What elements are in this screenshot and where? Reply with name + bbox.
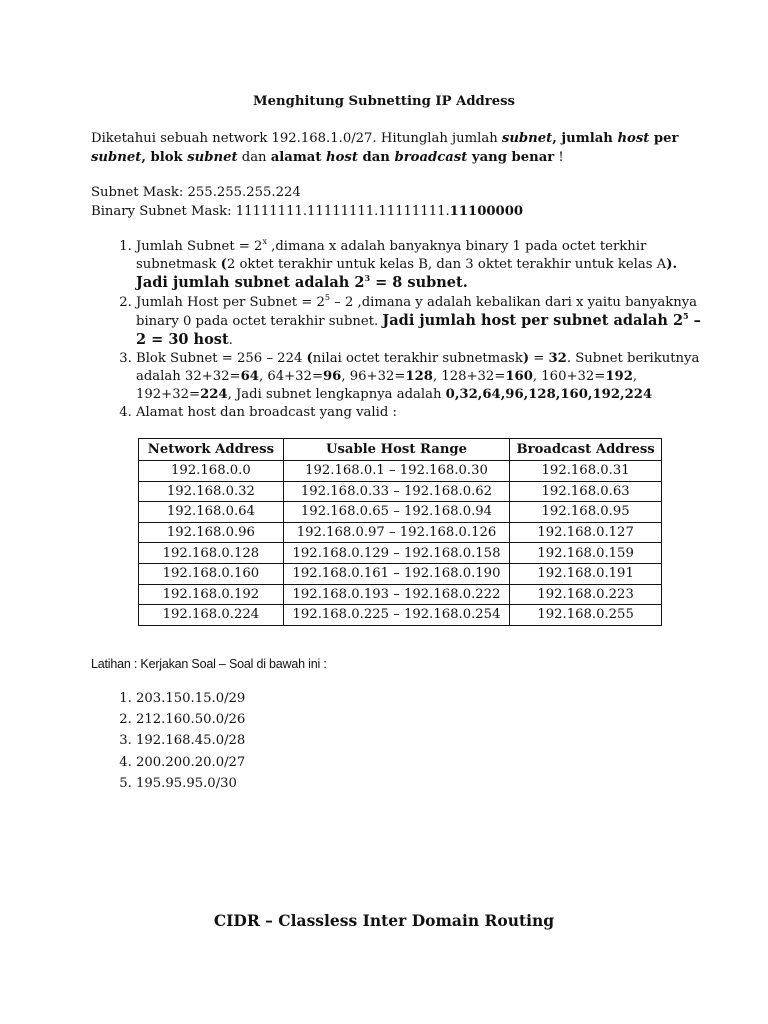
intro-text: subnet <box>501 131 553 146</box>
network-cell: 192.168.0.32 <box>139 481 284 502</box>
network-cell: 192.168.0.128 <box>139 543 284 564</box>
intro-text: broadcast <box>394 150 468 165</box>
network-cell: 192.168.0.64 <box>139 502 284 523</box>
step-text: . Subnet berikutnya adalah 32+32= <box>136 351 700 384</box>
network-cell: 192.168.0.96 <box>139 522 284 543</box>
broadcast-cell: 192.168.0.159 <box>510 543 662 564</box>
step-text: , 192+32= <box>136 369 638 402</box>
step-jumlah-host <box>136 294 716 350</box>
table-row <box>139 461 662 482</box>
exercise-item: 1. 203.150.15.0/29 <box>136 688 245 709</box>
intro-text: yang benar <box>467 150 555 165</box>
host-range-cell: 192.168.0.97 – 192.168.0.126 <box>283 522 509 543</box>
subnet-mask-block <box>91 183 691 221</box>
step-text: . <box>228 333 233 348</box>
intro-text: Diketahui sebuah network 192.168.1.0/27. Hitunglah jumlah <box>91 131 502 146</box>
step-text: , 128+32= <box>432 369 506 384</box>
step-text: – 2 = 30 host <box>136 312 701 348</box>
step-text: Jumlah Host per Subnet = 2 <box>136 295 325 310</box>
broadcast-cell: 192.168.0.223 <box>510 584 662 605</box>
network-cell: 192.168.0.0 <box>139 461 284 482</box>
step-text: 2 oktet terakhir untuk kelas B, dan 3 oktet terakhir untuk kelas A <box>226 257 667 272</box>
header-usable-host-range: Usable Host Range <box>283 439 509 461</box>
table-row <box>139 543 662 564</box>
step-text: 192 <box>605 369 633 384</box>
step-text: ). <box>666 257 678 272</box>
host-range-cell: 192.168.0.161 – 192.168.0.190 <box>283 563 509 584</box>
intro-text: dan <box>357 150 395 165</box>
steps-list <box>91 238 716 422</box>
step-text: 64 <box>240 369 259 384</box>
network-cell: 192.168.0.224 <box>139 605 284 626</box>
table-header-row <box>139 439 662 461</box>
binary-mask-prefix: Binary Subnet Mask: 11111111.11111111.11111111. <box>91 204 450 219</box>
subnet-address-table <box>138 438 662 626</box>
superscript: 3 <box>364 273 371 283</box>
step-text: 32 <box>548 351 567 366</box>
table-row <box>139 481 662 502</box>
host-range-cell: 192.168.0.193 – 192.168.0.222 <box>283 584 509 605</box>
step-text: nilai octet terakhir subnetmask <box>312 351 523 366</box>
host-range-cell: 192.168.0.65 – 192.168.0.94 <box>283 502 509 523</box>
step-text: Jadi jumlah host per subnet adalah 2 <box>382 312 684 329</box>
step-text: Jadi jumlah subnet adalah 2 <box>136 274 365 291</box>
step-text: , 160+32= <box>532 369 606 384</box>
table-row <box>139 605 662 626</box>
step-alamat-host: 4. Alamat host dan broadcast yang valid : <box>136 404 716 422</box>
table-row <box>139 502 662 523</box>
step-text: 160 <box>505 369 533 384</box>
binary-mask-last-octet: 11100000 <box>449 204 524 219</box>
page-title: Menghitung Subnetting IP Address <box>253 94 515 109</box>
step-text: 224 <box>200 387 228 402</box>
host-range-cell: 192.168.0.225 – 192.168.0.254 <box>283 605 509 626</box>
table-row <box>139 563 662 584</box>
step-blok-subnet <box>136 350 716 404</box>
exercise-item: 4. 200.200.20.0/27 <box>136 752 245 773</box>
intro-text: subnet <box>187 150 238 165</box>
table-row <box>139 584 662 605</box>
intro-text: , jumlah <box>552 131 618 146</box>
step-jumlah-subnet <box>136 238 716 293</box>
cidr-heading: CIDR – Classless Inter Domain Routing <box>213 911 555 930</box>
step-text: 96 <box>323 369 342 384</box>
step-text: 128 <box>405 369 433 384</box>
broadcast-cell: 192.168.0.63 <box>510 481 662 502</box>
network-cell: 192.168.0.160 <box>139 563 284 584</box>
broadcast-cell: 192.168.0.191 <box>510 563 662 584</box>
exercise-list <box>91 688 245 794</box>
superscript: 5 <box>324 293 330 302</box>
intro-text: host <box>326 150 358 165</box>
exercise-item: 3. 192.168.45.0/28 <box>136 730 245 751</box>
latihan-heading: Latihan : Kerjakan Soal – Soal di bawah ini : <box>91 657 327 671</box>
step-text: ( <box>220 257 227 272</box>
exercise-item: 2. 212.160.50.0/26 <box>136 709 245 730</box>
step-text: – 2 ,dimana y adalah kebalikan dari x yaitu banyaknya binary 0 pada octet terakhir subnet. <box>136 295 698 329</box>
step-text: , Jadi subnet lengkapnya adalah <box>227 387 446 402</box>
intro-paragraph <box>91 129 691 167</box>
broadcast-cell: 192.168.0.95 <box>510 502 662 523</box>
table-row <box>139 522 662 543</box>
step-text: ) <box>522 351 530 366</box>
step-text: , 64+32= <box>258 369 323 384</box>
superscript: x <box>262 237 267 246</box>
host-range-cell: 192.168.0.33 – 192.168.0.62 <box>283 481 509 502</box>
step-text: = 8 subnet. <box>370 274 468 291</box>
host-range-cell: 192.168.0.1 – 192.168.0.30 <box>283 461 509 482</box>
step-text: = <box>529 351 549 366</box>
broadcast-cell: 192.168.0.31 <box>510 461 662 482</box>
intro-text: subnet <box>91 150 142 165</box>
network-cell: 192.168.0.192 <box>139 584 284 605</box>
host-range-cell: 192.168.0.129 – 192.168.0.158 <box>283 543 509 564</box>
header-network-address: Network Address <box>139 439 284 461</box>
step-text: , 96+32= <box>341 369 406 384</box>
broadcast-cell: 192.168.0.255 <box>510 605 662 626</box>
intro-text: alamat <box>270 150 327 165</box>
intro-text: host <box>617 131 650 146</box>
step-text: Jumlah Subnet = 2 <box>136 239 263 254</box>
intro-text: dan <box>237 150 271 165</box>
step-text: ( <box>306 351 313 366</box>
binary-mask-line <box>91 202 691 221</box>
superscript: 5 <box>683 311 689 321</box>
header-broadcast-address: Broadcast Address <box>510 439 662 461</box>
exercise-item: 5. 195.95.95.0/30 <box>136 773 245 794</box>
step-text: ,dimana x adalah banyaknya binary 1 pada octet terkhir subnetmask <box>136 239 647 272</box>
step-text: Blok Subnet = 256 – 224 <box>136 351 307 366</box>
subnet-mask-line: Subnet Mask: 255.255.255.224 <box>91 185 301 200</box>
broadcast-cell: 192.168.0.127 <box>510 522 662 543</box>
intro-text: per <box>649 131 679 146</box>
intro-text: , blok <box>141 150 188 165</box>
step-text: 0,32,64,96,128,160,192,224 <box>445 387 653 402</box>
intro-text: ! <box>554 150 564 165</box>
